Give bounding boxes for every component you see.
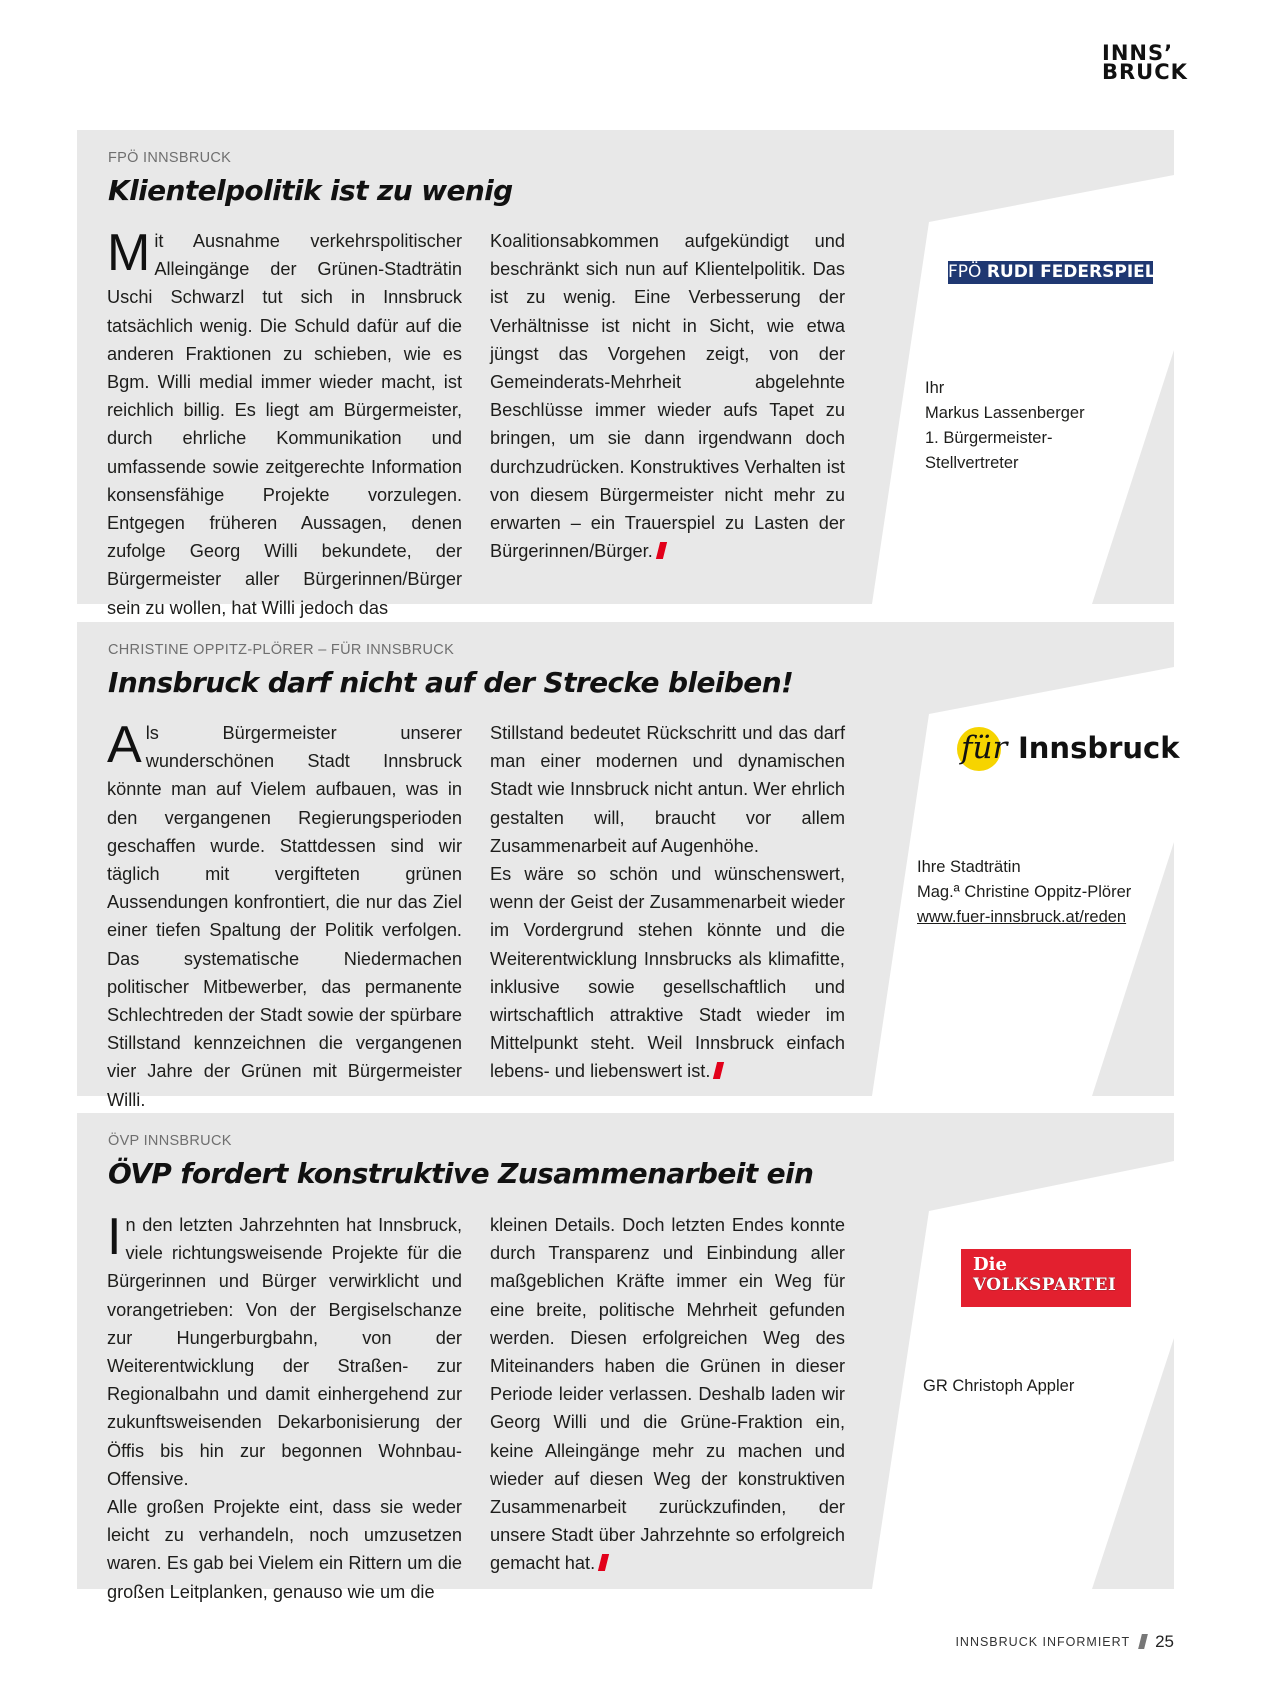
page-number: 25 <box>1155 1632 1174 1651</box>
article-column-1: Mit Ausnahme verkehrspolitischer Alleingänge der Grünen-Stadträtin Uschi Schwarzl tut sich in Innsbruck tatsächlich wenig. Die Schuld dafür auf die anderen Fraktionen zu schieben, wie es Bgm. Willi medial immer wieder macht, ist reichlich billig. Es liegt am Bürgermeister, durch ehrliche Kommunikation und umfassende sowie zeitgerechte Information konsensfähige Projekte vorzulegen. Entgegen früheren Aussagen, denen zufolge Georg Willi bekundete, der Bürgermeister aller Bürgerinnen/Bürger sein zu wollen, hat Willi jedoch das <box>107 224 462 618</box>
article-oevp <box>77 1113 1174 1602</box>
article-column-2: kleinen Details. Doch letzten Endes konnte durch Transparenz und Einbindung aller maßgeblichen Kräfte immer ein Weg für eine breite, politische Mehrheit gefunden werden. Diesen erfolgreichen Weg des Miteinanders haben die Grünen in dieser Periode leider verlassen. Deshalb laden wir Georg Willi und die Grüne-Fraktion ein, keine Alleingänge mehr zu machen und wieder auf diesen Weg der konstruktiven Zusammenarbeit zurückzufinden, der unsere Stadt über Jahrzehnte so erfolgreich gemacht hat. <box>490 1215 845 1574</box>
article-kicker: CHRISTINE OPPITZ-PLÖRER – FÜR INNSBRUCK <box>108 642 455 658</box>
article-title: Klientelpolitik ist zu wenig <box>108 174 513 207</box>
innsbruck-logo: INNS’ BRUCK <box>1102 41 1188 84</box>
article-column-2: Koalitionsabkommen aufgekündigt und beschränkt sich nun auf Klientelpolitik. Das ist zu wenig. Eine Verbesserung der Verhältnisse ist nicht in Sicht, wie etwa jüngst das Vorgehen zeigt, von der Gemeinderats-Mehrheit abgelehnte Beschlüsse immer wieder aufs Tapet zu bringen, um sie dann irgendwann doch durchzudrücken. Konstruktives Verhalten ist von diesem Bürgermeister nicht mehr zu erwarten – ein Trauerspiel zu Lasten der Bürgerinnen/Bürger. <box>490 231 845 562</box>
footer-divider-icon <box>1138 1634 1148 1649</box>
article-fpo <box>77 130 1174 618</box>
drop-cap: I <box>107 1208 122 1266</box>
end-mark-icon <box>656 542 667 559</box>
website-link[interactable]: www.fuer-innsbruck.at/reden <box>917 908 1127 926</box>
drop-cap: M <box>107 224 151 282</box>
fpo-brand-logo: FPÖ RUDI FEDERSPIEL <box>948 262 1156 282</box>
article-column-2: Stillstand bedeutet Rückschritt und das darf man einer modernen und dynamischen Stadt wie Innsbruck nicht antun. Wer ehrlich gestalten will, braucht vor allem Zusammenarbeit auf Augenhöhe. Es wäre so schön und wünschenswert, wenn der Geist der Zusammenarbeit wieder im Vordergrund stehen könnte und die Weiterentwicklung Innsbrucks als klimafitte, inklusive sowie gesellschaftlich und wirtschaftlich attraktive Stadt wieder im Mittelpunkt steht. Weil Innsbruck einfach lebens- und liebenswert ist. <box>490 723 845 1082</box>
article-column-1: Als Bürgermeister unserer wunderschönen Stadt Innsbruck könnte man auf Vielem aufbauen, was in den vergangenen Regierungsperioden geschaffen wurde. Stattdessen sind wir täglich mit vergifteten grünen Aussendungen konfrontiert, die nur das Ziel einer tiefen Spaltung der Politik verfolgen. Das systematische Niedermachen politischer Mitbewerber, das permanente Schlechtreden der Stadt sowie der spürbare Stillstand kennzeichnen die vergangenen vier Jahre der Grünen mit Bürgermeister Willi. <box>107 716 462 1110</box>
signature-block: Ihr Markus Lassenberger 1. Bürgermeister- Stellvertreter <box>925 379 1085 472</box>
drop-cap: A <box>107 716 142 774</box>
page-footer <box>955 1632 1174 1652</box>
article-column-1: In den letzten Jahrzehnten hat Innsbruck, viele richtungsweisende Projekte für die Bürgerinnen und Bürger verwirklicht und vorangetrieben: Von der Bergiselschanze zur Hungerburgbahn, von der Weiterentwicklung der Straßen- zur Regionalbahn und damit einhergehend zur zukunftsweisenden Dekarbonisierung der Öffis bis hin zur begonnen Wohnbau-Offensive. Alle großen Projekte eint, dass sie weder leicht zu verhandeln, noch umzusetzen waren. Es gab bei Vielem ein Rittern um die großen Leitplanken, genauso wie um die <box>107 1208 462 1602</box>
fuer-innsbruck-logo: für Innsbruck <box>957 722 1157 776</box>
end-mark-icon <box>598 1554 609 1571</box>
article-title: ÖVP fordert konstruktive Zusammenarbeit ein <box>108 1157 814 1190</box>
article-kicker: FPÖ INNSBRUCK <box>108 150 232 166</box>
signature-block: GR Christoph Appler <box>923 1377 1075 1395</box>
signature-block: Ihre Stadträtin Mag.ª Christine Oppitz-Plörer www.fuer-innsbruck.at/reden <box>917 855 1131 930</box>
article-fuer-innsbruck <box>77 622 1180 1110</box>
article-kicker: ÖVP INNSBRUCK <box>108 1133 232 1149</box>
end-mark-icon <box>713 1062 724 1079</box>
volkspartei-logo: Die VOLKSPARTEI <box>961 1249 1131 1307</box>
article-title: Innsbruck darf nicht auf der Strecke bleiben! <box>108 666 794 699</box>
footer-label: INNSBRUCK INFORMIERT <box>955 1635 1131 1649</box>
